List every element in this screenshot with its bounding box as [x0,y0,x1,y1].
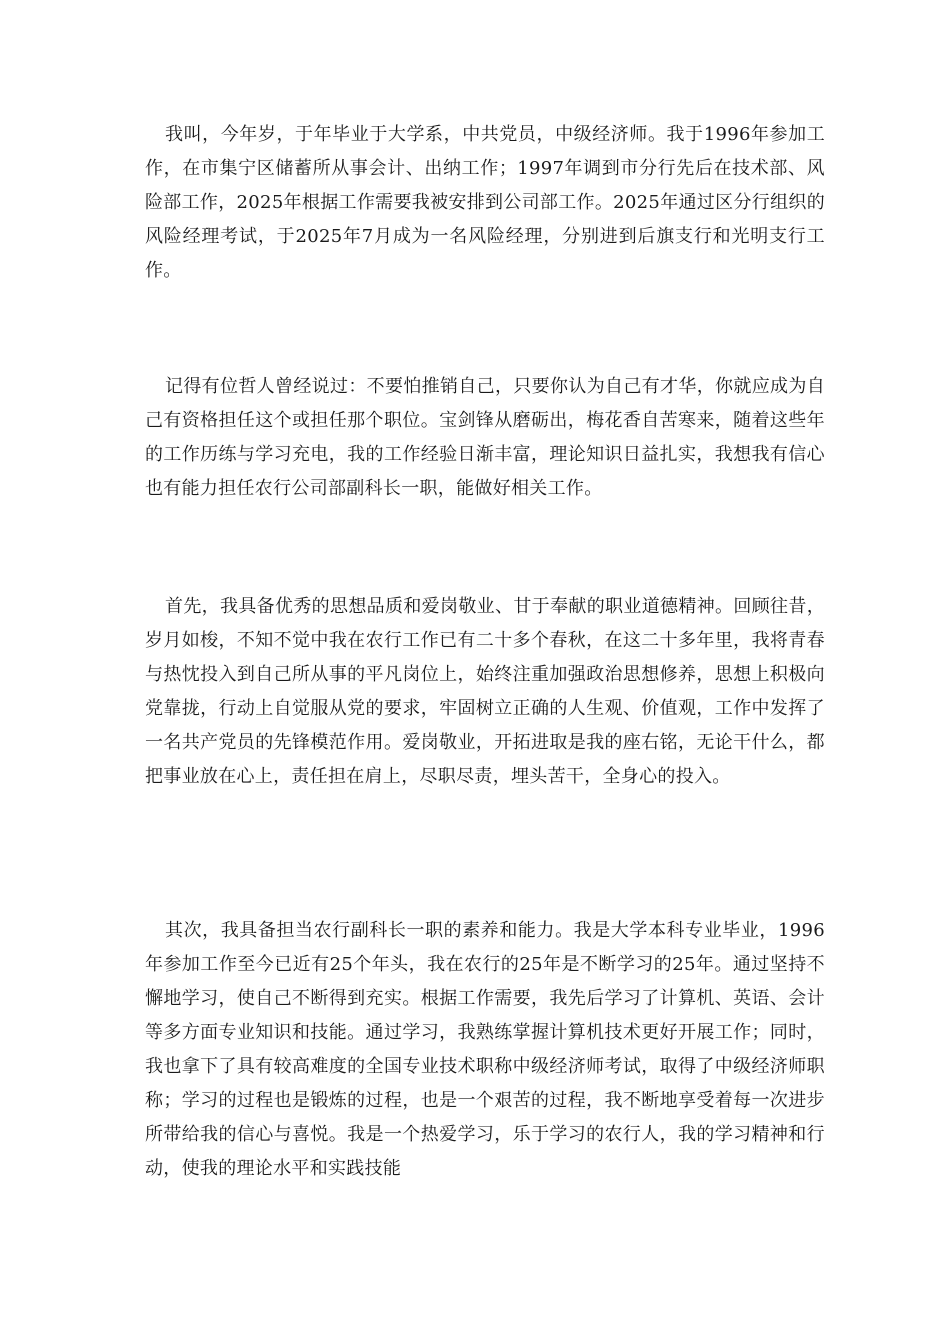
paragraph-character: 首先，我具备优秀的思想品质和爱岗敬业、甘于奉献的职业道德精神。回顾往昔，岁月如梭，不知不觉中我在农行工作已有二十多个春秋，在这二十多年里，我将青春与热忱投入到自己所从事的平凡岗位上，始终注重加强政治思想修养，思想上积极向党靠拢，行动上自觉服从党的要求，牢固树立正确的人生观、价值观，工作中发挥了一名共产党员的先锋模范作用。爱岗敬业，开拓进取是我的座右铭，无论干什么，都把事业放在心上，责任担在肩上，尽职尽责，埋头苦干，全身心的投入。 [145,596,825,787]
paragraph-ability: 其次，我具备担当农行副科长一职的素养和能力。我是大学本科专业毕业，1996年参加工作至今已近有25个年头，我在农行的25年是不断学习的25年。通过坚持不懈地学习，使自己不断得到充实。根据工作需要，我先后学习了计算机、英语、会计等多方面专业知识和技能。通过学习，我熟练掌握计算机技术更好开展工作；同时，我也拿下了具有较高难度的全国专业技术职称中级经济师考试，取得了中级经济师职称；学习的过程也是锻炼的过程，也是一个艰苦的过程，我不断地享受着每一次进步所带给我的信心与喜悦。我是一个热爱学习，乐于学习的农行人，我的学习精神和行动，使我的理论水平和实践技能 [145,920,825,1179]
paragraph-introduction: 我叫，今年岁，于年毕业于大学系，中共党员，中级经济师。我于1996年参加工作，在市集宁区储蓄所从事会计、出纳工作；1997年调到市分行先后在技术部、风险部工作，2025年根据工作需要我被安排到公司部工作。2025年通过区分行组织的风险经理考试，于2025年7月成为一名风险经理，分别进到后旗支行和光明支行工作。 [145,124,825,281]
paragraph-motivation: 记得有位哲人曾经说过：不要怕推销自己，只要你认为自己有才华，你就应成为自己有资格担任这个或担任那个职位。宝剑锋从磨砺出，梅花香自苦寒来，随着这些年的工作历练与学习充电，我的工作经验日渐丰富，理论知识日益扎实，我想我有信心也有能力担任农行公司部副科长一职，能做好相关工作。 [145,376,825,499]
